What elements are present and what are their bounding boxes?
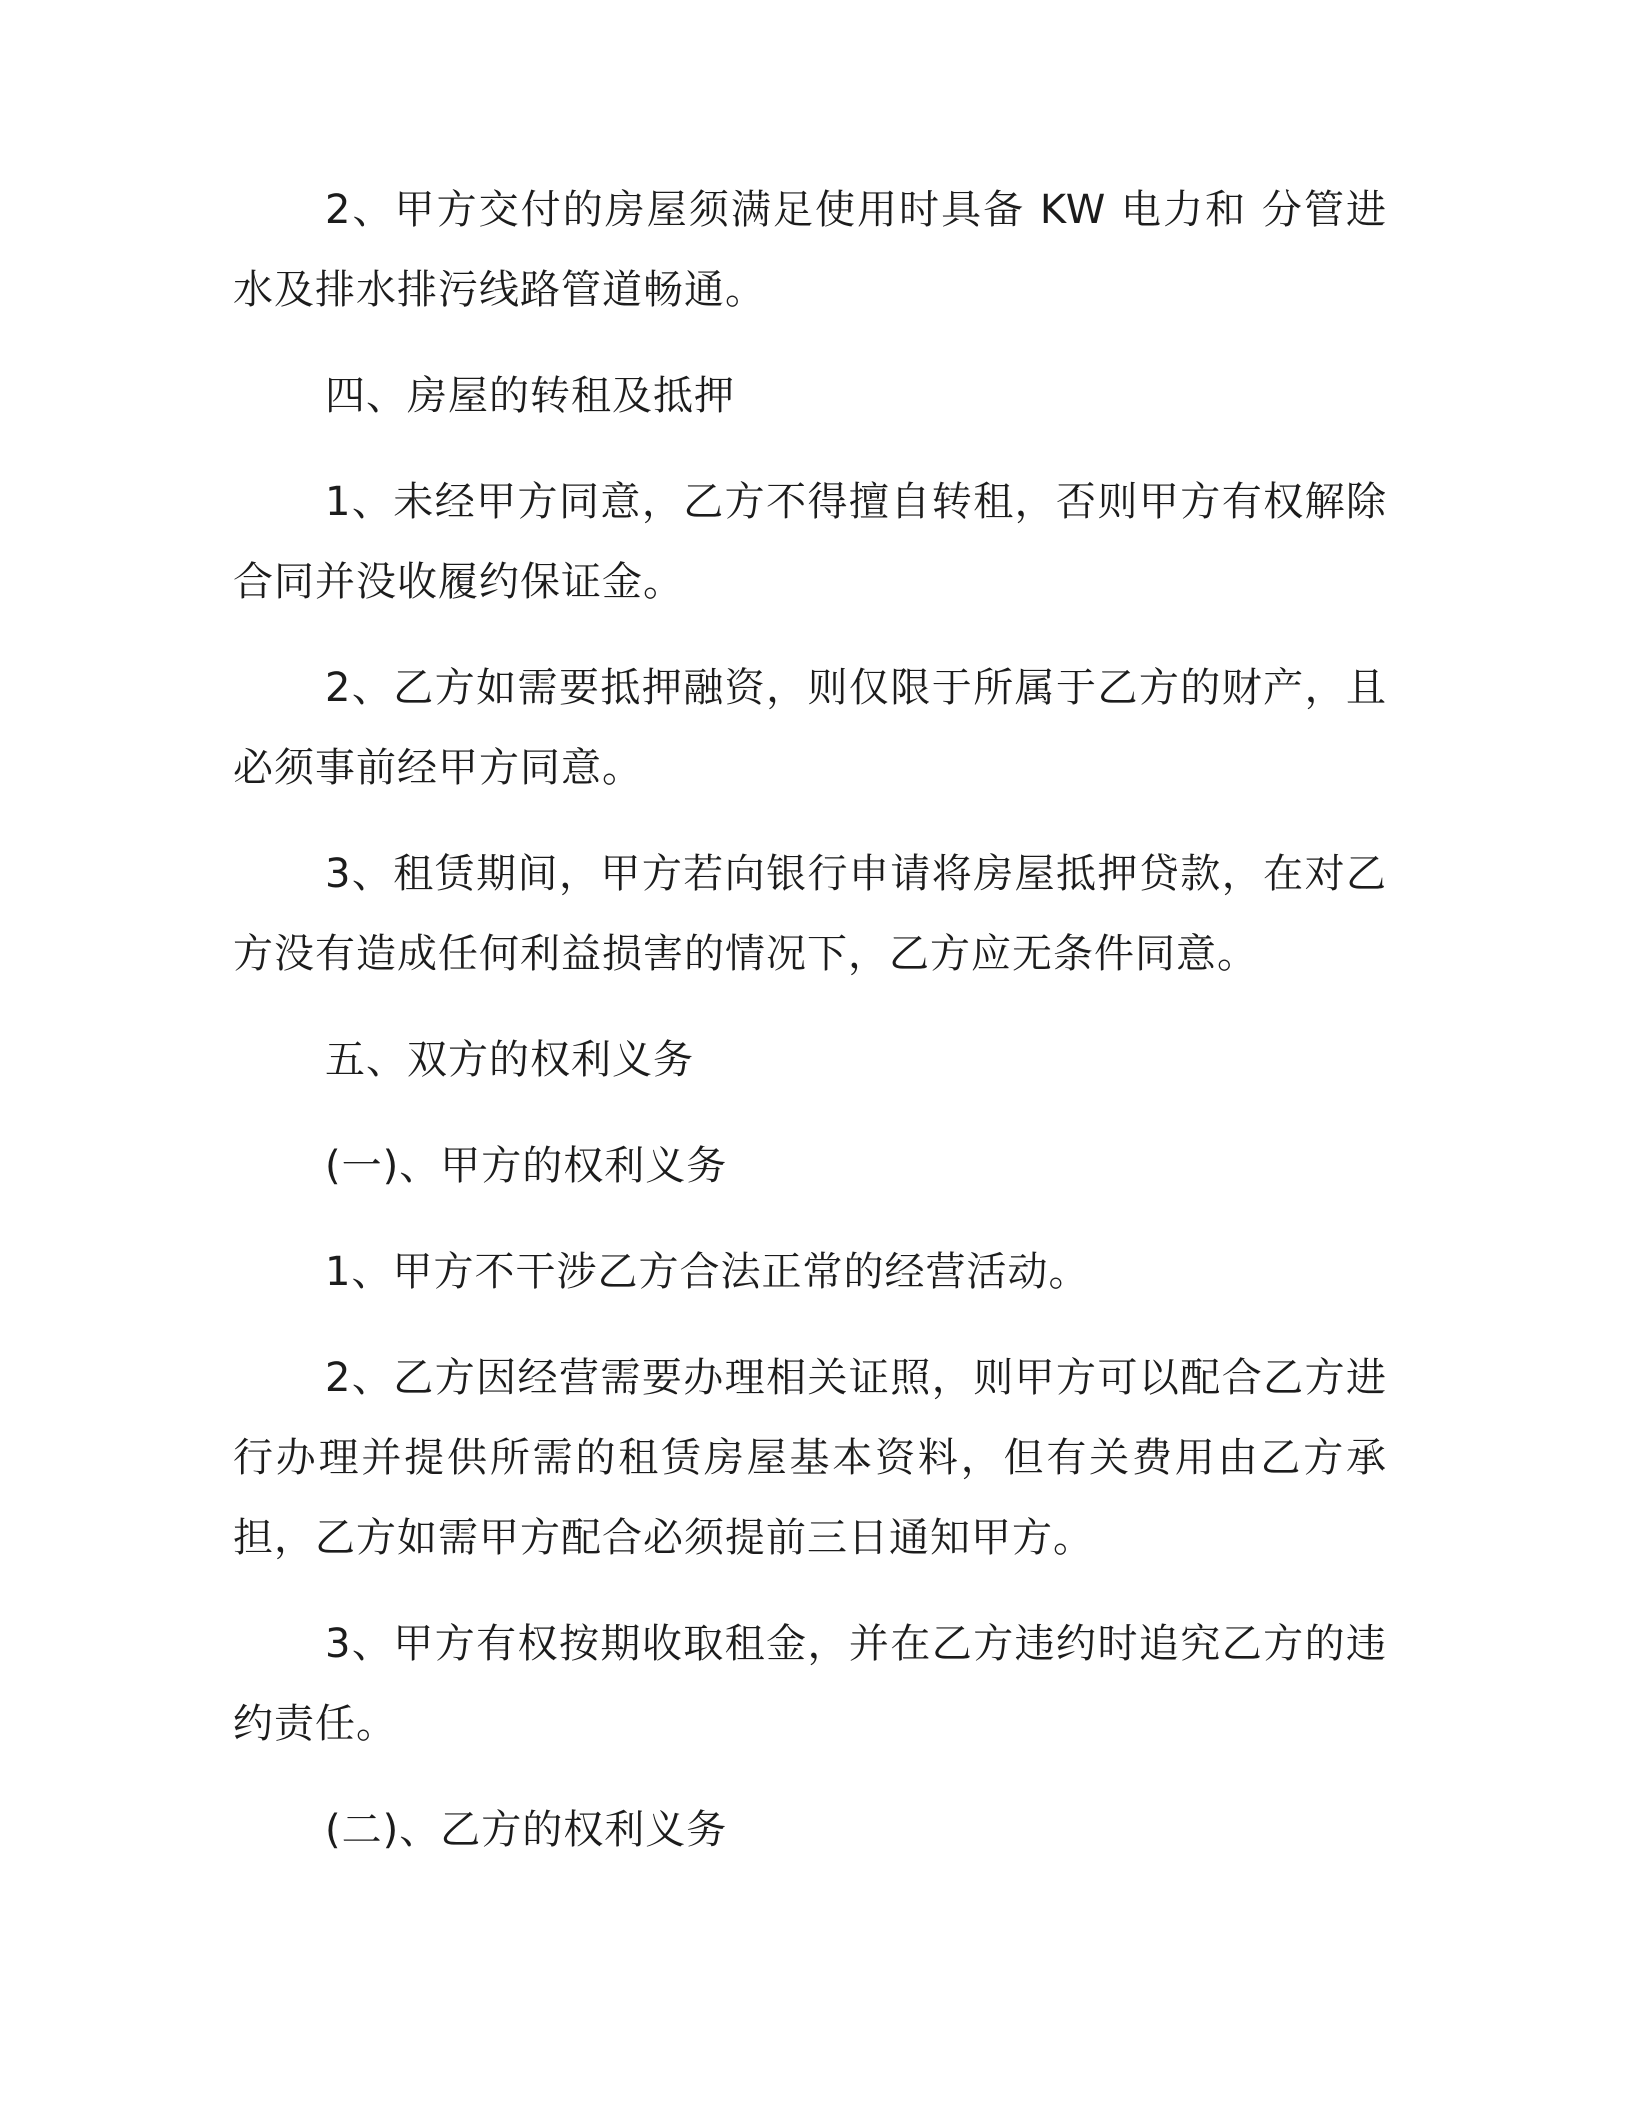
paragraph-clause-5-1-1: 1、甲方不干涉乙方合法正常的经营活动。 [325,1249,1090,1295]
heading-section-5: 五、双方的权利义务 [325,1037,694,1083]
paragraph-clause-5-1-3: 3、甲方有权按期收取租金，并在乙方违约时追究乙方的违约责任。 [233,1621,1387,1747]
heading-section-4: 四、房屋的转租及抵押 [325,373,735,419]
paragraph-clause-4-1: 1、未经甲方同意，乙方不得擅自转租，否则甲方有权解除合同并没收履约保证金。 [233,479,1387,605]
paragraph-clause-4-2: 2、乙方如需要抵押融资，则仅限于所属于乙方的财产，且必须事前经甲方同意。 [233,665,1387,791]
heading-section-5-part-2: (二)、乙方的权利义务 [325,1807,728,1853]
paragraph-clause-5-1-2: 2、乙方因经营需要办理相关证照，则甲方可以配合乙方进行办理并提供所需的租赁房屋基本资料，但有关费用由乙方承担，乙方如需甲方配合必须提前三日通知甲方。 [233,1355,1387,1561]
heading-section-5-part-1: (一)、甲方的权利义务 [325,1143,728,1189]
contract-text-body [233,170,1387,1870]
paragraph-clause-3-2: 2、甲方交付的房屋须满足使用时具备 KW 电力和 分管进水及排水排污线路管道畅通。 [233,187,1387,313]
paragraph-clause-4-3: 3、租赁期间，甲方若向银行申请将房屋抵押贷款，在对乙方没有造成任何利益损害的情况下，乙方应无条件同意。 [233,851,1387,977]
